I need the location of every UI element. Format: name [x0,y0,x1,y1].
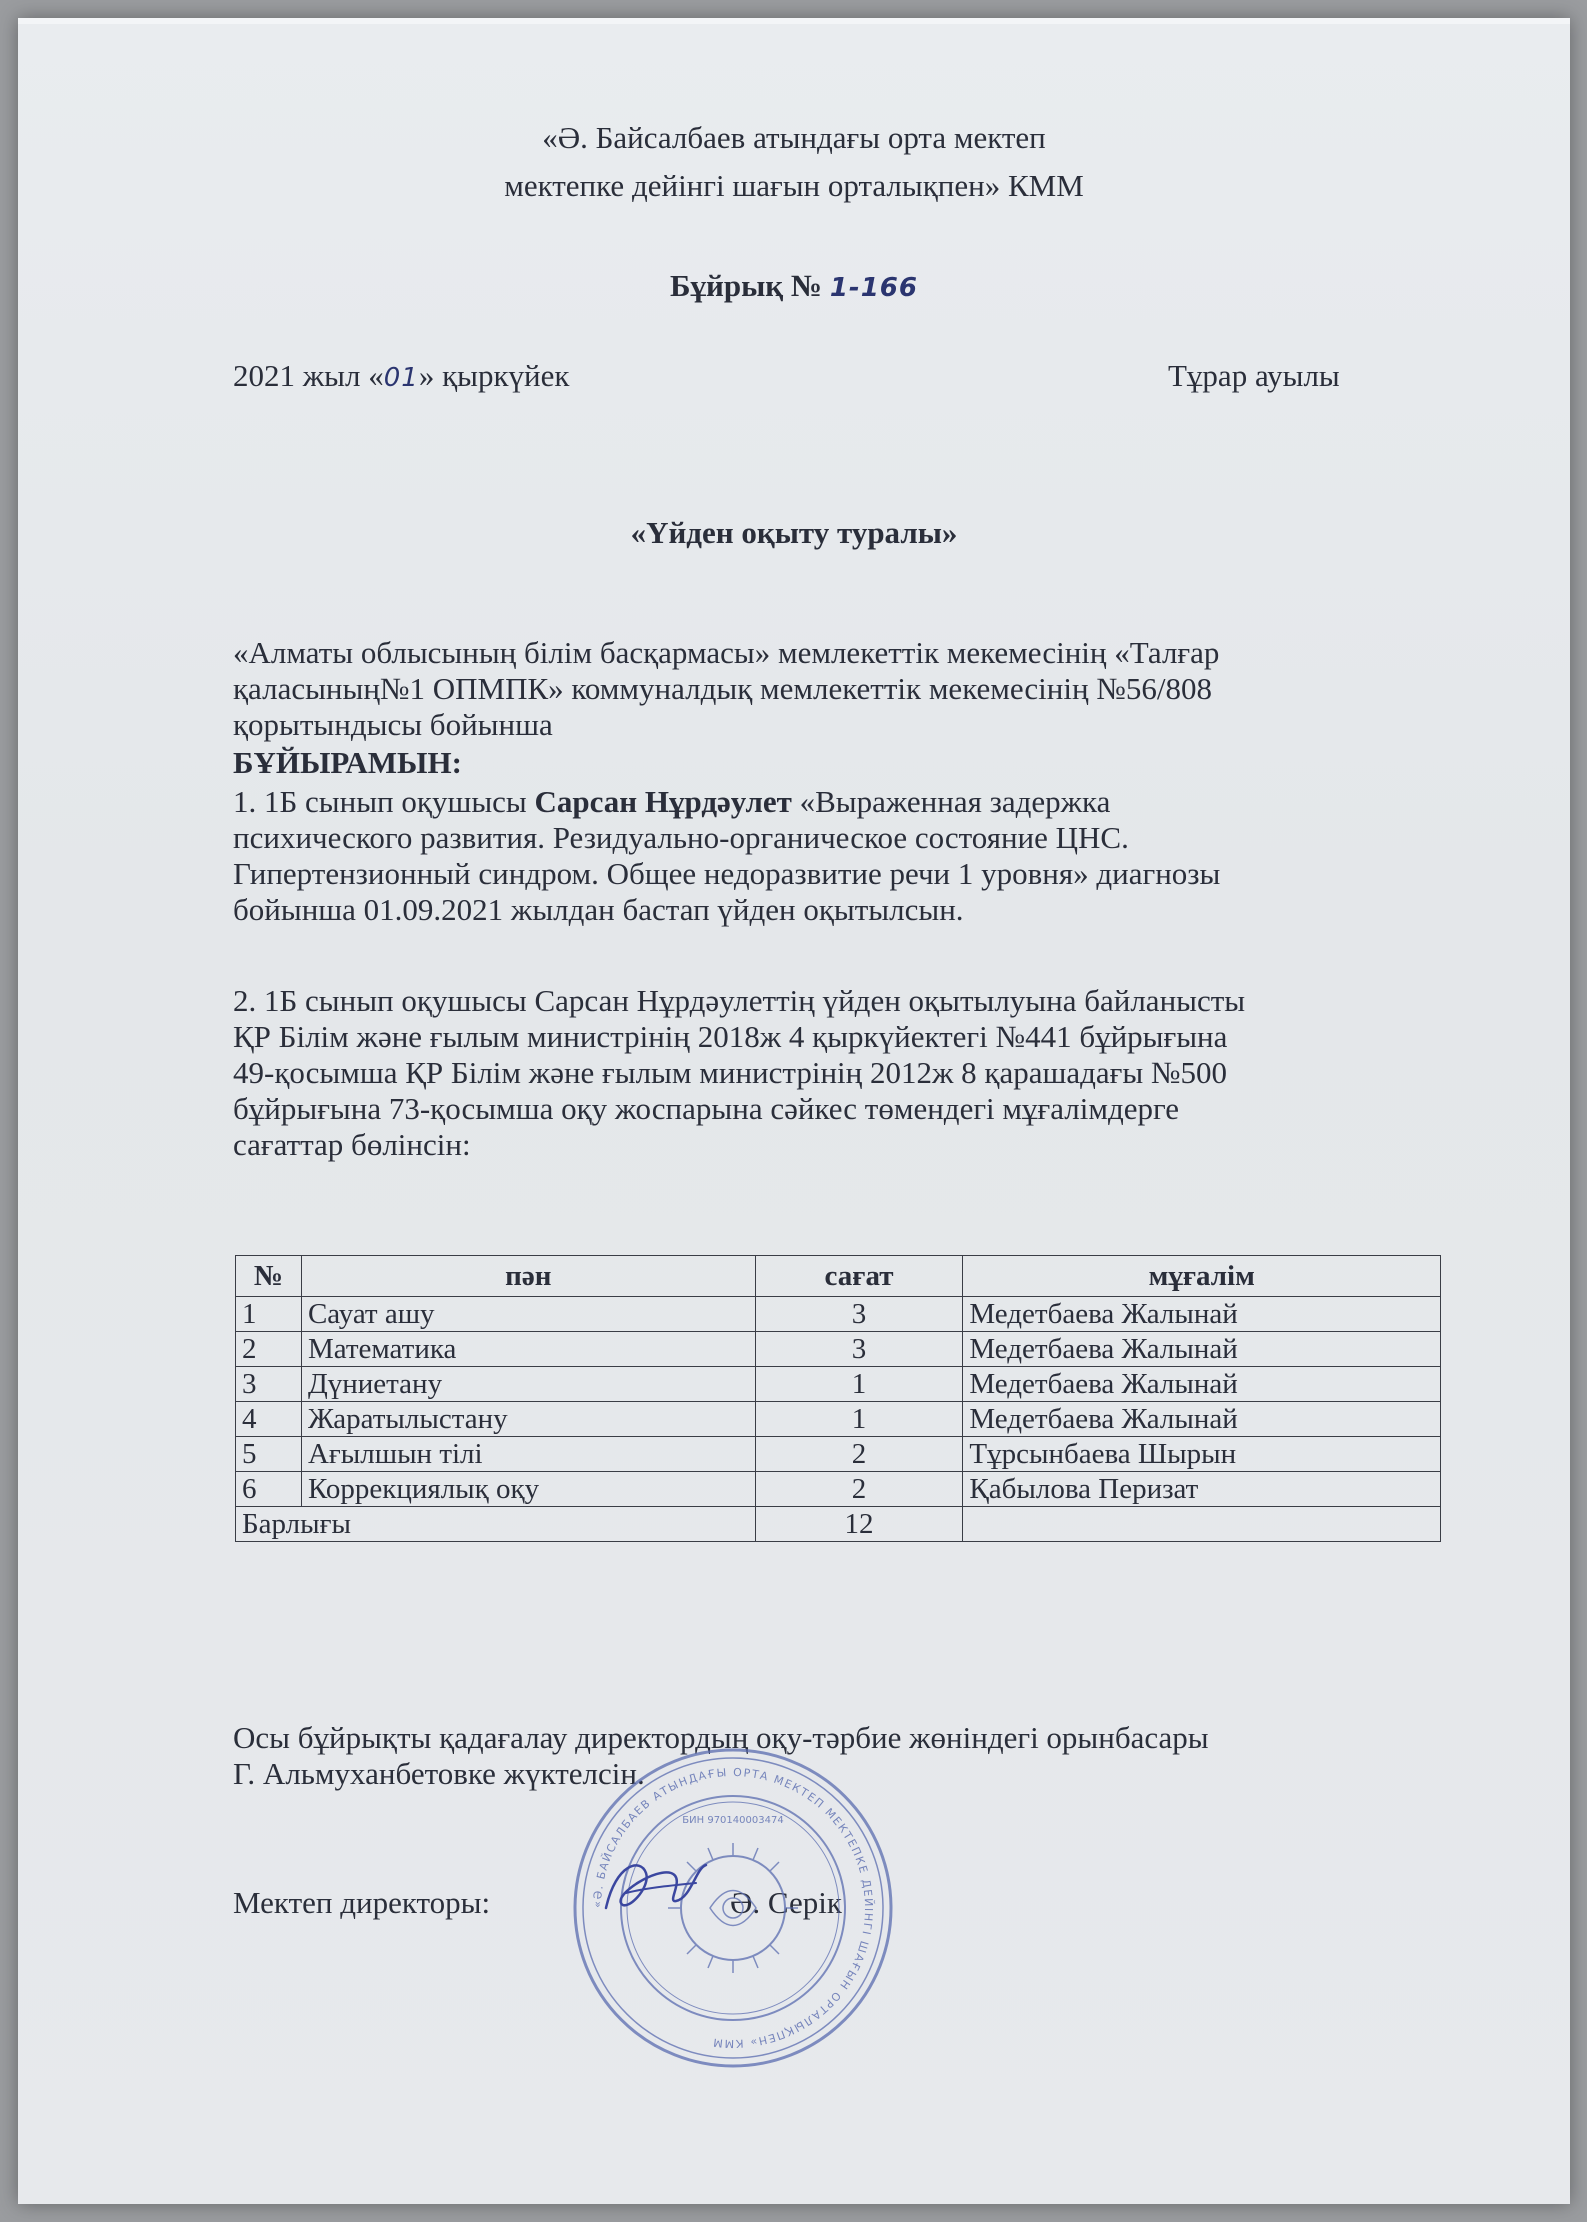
order-subject: «Үйден оқыту туралы» [630,515,958,550]
seal-outer-text: «Ә. БАЙСАЛБАЕВ АТЫНДАҒЫ ОРТА МЕКТЕП МЕКТЕПКЕ ДЕЙІНГІ ШАҒЫН ОРТАЛЫҚПЕН» КММ [590,1765,876,2051]
director-title: Мектеп директоры: [233,1885,491,1920]
total-label: Барлығы [236,1507,756,1542]
row-number: 2 [236,1332,302,1367]
row-hours: 1 [755,1402,963,1437]
seal-bin-text: БИН 970140003474 [682,1815,784,1826]
table-row [236,1297,1441,1332]
order-number-handwritten: 1-166 [829,273,918,303]
row-number: 4 [236,1402,302,1437]
row-subject: Ағылшын тілі [301,1437,755,1472]
date-month: » қыркүйек [418,358,570,393]
item2-line-5: сағаттар бөлінсін: [233,1127,471,1162]
order-title [18,268,1570,306]
table-header-row [236,1256,1441,1297]
intro-line-2: қаласының№1 ОПМПК» коммуналдық мемлекеттік мекемесінің №56/808 [233,671,1212,706]
row-subject: Коррекциялық оқу [301,1472,755,1507]
item2-line-2: ҚР Білім және ғылым министрінің 2018ж 4 қыркүйектегі №441 бұйрығына [233,1019,1228,1054]
student-name: Сарсан Нұрдәулет [534,784,792,819]
header-subject: пән [301,1256,755,1297]
row-teacher: Медетбаева Жалынай [963,1402,1441,1437]
order-label: Бұйрық № [670,268,823,303]
header-teacher: мұғалім [963,1256,1441,1297]
director-name: Ә. Серік [730,1885,842,1920]
item1-line1-rest: «Выраженная задержка [791,784,1111,819]
row-teacher: Тұрсынбаева Шырын [963,1437,1441,1472]
total-hours: 12 [755,1507,963,1542]
intro-line-1: «Алматы облысының білім басқармасы» мемлекеттік мекемесінің «Талғар [233,635,1220,670]
org-line-1: «Ә. Байсалбаев атындағы орта мектеп [542,120,1046,155]
row-hours: 2 [755,1437,963,1472]
row-subject: Сауат ашу [301,1297,755,1332]
row-teacher: Медетбаева Жалынай [963,1332,1441,1367]
item2-line-1: 2. 1Б сынып оқушысы Сарсан Нұрдәулеттің үйден оқытылуына байланысты [233,983,1246,1018]
order-word: БҰЙЫРАМЫН: [233,745,462,780]
date-line [233,358,569,396]
date-year: 2021 жыл « [233,358,384,393]
row-hours: 3 [755,1297,963,1332]
item1-line-4: бойынша 01.09.2021 жылдан бастап үйден оқытылсын. [233,892,964,927]
paper-fold [18,18,1570,24]
document-sheet [18,18,1570,2204]
row-number: 6 [236,1472,302,1507]
item1-line-3: Гипертензионный синдром. Общее недоразвитие речи 1 уровня» диагнозы [233,856,1221,891]
table-row [236,1472,1441,1507]
header-number: № [236,1256,302,1297]
table-row [236,1332,1441,1367]
row-number: 5 [236,1437,302,1472]
item1-line-2: психического развития. Резидуально-органическое состояние ЦНС. [233,820,1129,855]
row-hours: 2 [755,1472,963,1507]
director-signature [596,1853,716,1923]
header-hours: сағат [755,1256,963,1297]
row-teacher: Медетбаева Жалынай [963,1297,1441,1332]
item1-line-1 [233,784,1463,820]
table-total-row [236,1507,1441,1542]
table-row [236,1437,1441,1472]
row-hours: 3 [755,1332,963,1367]
place-name: Тұрар ауылы [1168,358,1340,393]
table-row [236,1367,1441,1402]
table-row [236,1402,1441,1437]
row-teacher: Медетбаева Жалынай [963,1367,1441,1402]
row-number: 3 [236,1367,302,1402]
intro-line-3: қорытындысы бойынша [233,707,553,742]
row-number: 1 [236,1297,302,1332]
row-teacher: Қабылова Перизат [963,1472,1441,1507]
date-day-handwritten: 01 [383,363,419,393]
item2-line-3: 49-қосымша ҚР Білім және ғылым министрінің 2012ж 8 қарашадағы №500 [233,1055,1228,1090]
hours-table [235,1255,1441,1542]
row-hours: 1 [755,1367,963,1402]
total-empty-cell [963,1507,1441,1542]
item1-prefix: 1. 1Б сынып оқушысы [233,784,535,819]
item2-line-4: бұйрығына 73-қосымша оқу жоспарына сәйкес төмендегі мұғалімдерге [233,1091,1180,1126]
org-line-2: мектепке дейінгі шағын орталықпен» КММ [504,168,1084,203]
control-line-2: Г. Альмуханбетовке жүктелсін. [233,1756,645,1791]
row-subject: Дүниетану [301,1367,755,1402]
row-subject: Математика [301,1332,755,1367]
control-line-1: Осы бұйрықты қадағалау директордың оқу-тәрбие жөніндегі орынбасары [233,1720,1209,1755]
row-subject: Жаратылыстану [301,1402,755,1437]
